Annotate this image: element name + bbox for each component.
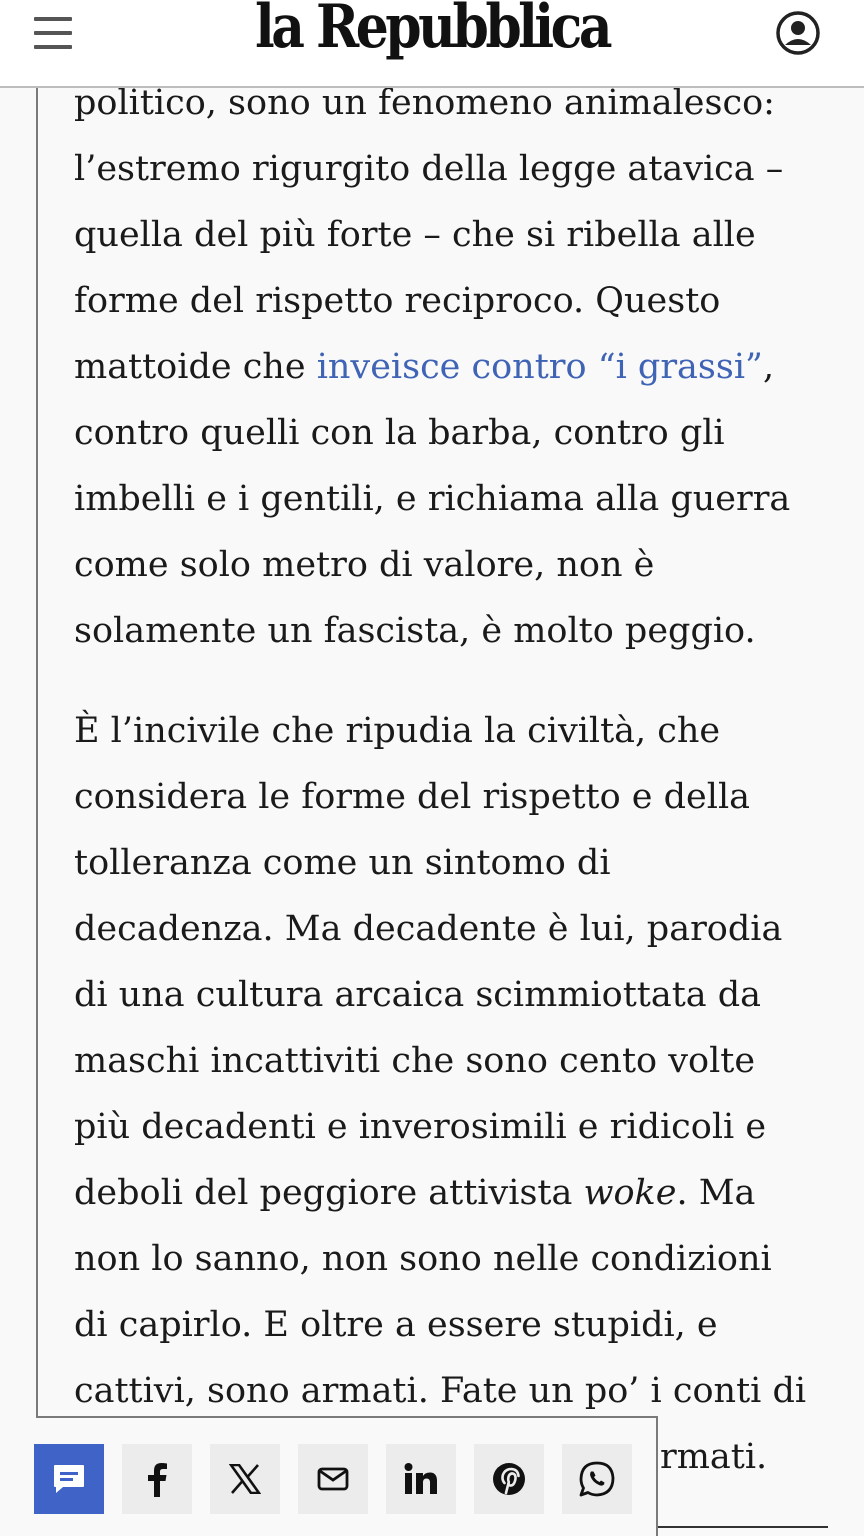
share-bar — [36, 1416, 658, 1536]
text-line: , — [762, 347, 775, 387]
facebook-icon — [145, 1461, 169, 1497]
text-line: imbelli e i gentili, e richiama alla guerra — [74, 479, 791, 519]
text-line: quella del più forte – che si ribella alle — [74, 215, 756, 255]
comment-button[interactable] — [34, 1444, 104, 1514]
comment-icon — [51, 1462, 87, 1496]
text-line: considera le forme del rispetto e della — [74, 777, 751, 817]
share-x-button[interactable] — [210, 1444, 280, 1514]
text-line: decadenza. Ma decadente è lui, parodia — [74, 909, 783, 949]
divider — [658, 1526, 828, 1528]
text-line: solamente un fascista, è molto peggio. — [74, 611, 756, 651]
text-line: . Ma — [676, 1173, 756, 1213]
pinterest-icon — [492, 1462, 526, 1496]
text-line: mattoide che — [74, 347, 317, 387]
text-line: l’estremo rigurgito della legge atavica – — [74, 149, 784, 189]
text-line: deboli del peggiore attivista — [74, 1173, 584, 1213]
mail-icon — [317, 1467, 349, 1491]
share-facebook-button[interactable] — [122, 1444, 192, 1514]
linkedin-icon — [404, 1463, 438, 1495]
text-line: di capirlo. E oltre a essere stupidi, e — [74, 1305, 718, 1345]
article-paragraph — [74, 88, 844, 664]
text-line: come solo metro di valore, non è — [74, 545, 655, 585]
text-line: cattivi, sono armati. Fate un po’ i conti di — [74, 1371, 807, 1411]
share-linkedin-button[interactable] — [386, 1444, 456, 1514]
x-icon — [229, 1464, 261, 1494]
article-link[interactable]: inveisce contro “i grassi” — [316, 347, 763, 387]
text-line: tolleranza come un sintomo di — [74, 843, 611, 883]
text-line: più decadenti e inverosimili e ridicoli e — [74, 1107, 767, 1147]
text-line: maschi incattiviti che sono cento volte — [74, 1041, 756, 1081]
italic-word: woke — [583, 1173, 677, 1213]
whatsapp-icon — [578, 1460, 616, 1498]
share-pinterest-button[interactable] — [474, 1444, 544, 1514]
text-line: È l’incivile che ripudia la civiltà, che — [74, 711, 721, 751]
article-body — [36, 88, 864, 1418]
share-email-button[interactable] — [298, 1444, 368, 1514]
share-whatsapp-button[interactable] — [562, 1444, 632, 1514]
site-logo[interactable]: la Repubblica — [254, 0, 610, 63]
text-line: di una cultura arcaica scimmiottata da — [74, 975, 762, 1015]
user-account-icon[interactable] — [774, 9, 822, 57]
text-line: forme del rispetto reciproco. Questo — [74, 281, 721, 321]
article-text-tail: rmati. — [660, 1437, 768, 1477]
text-line: non lo sanno, non sono nelle condizioni — [74, 1239, 772, 1279]
text-line: politico, sono un fenomeno animalesco: — [74, 88, 775, 123]
article-paragraph — [74, 698, 844, 1418]
text-line: contro quelli con la barba, contro gli — [74, 413, 725, 453]
site-header — [0, 0, 864, 88]
